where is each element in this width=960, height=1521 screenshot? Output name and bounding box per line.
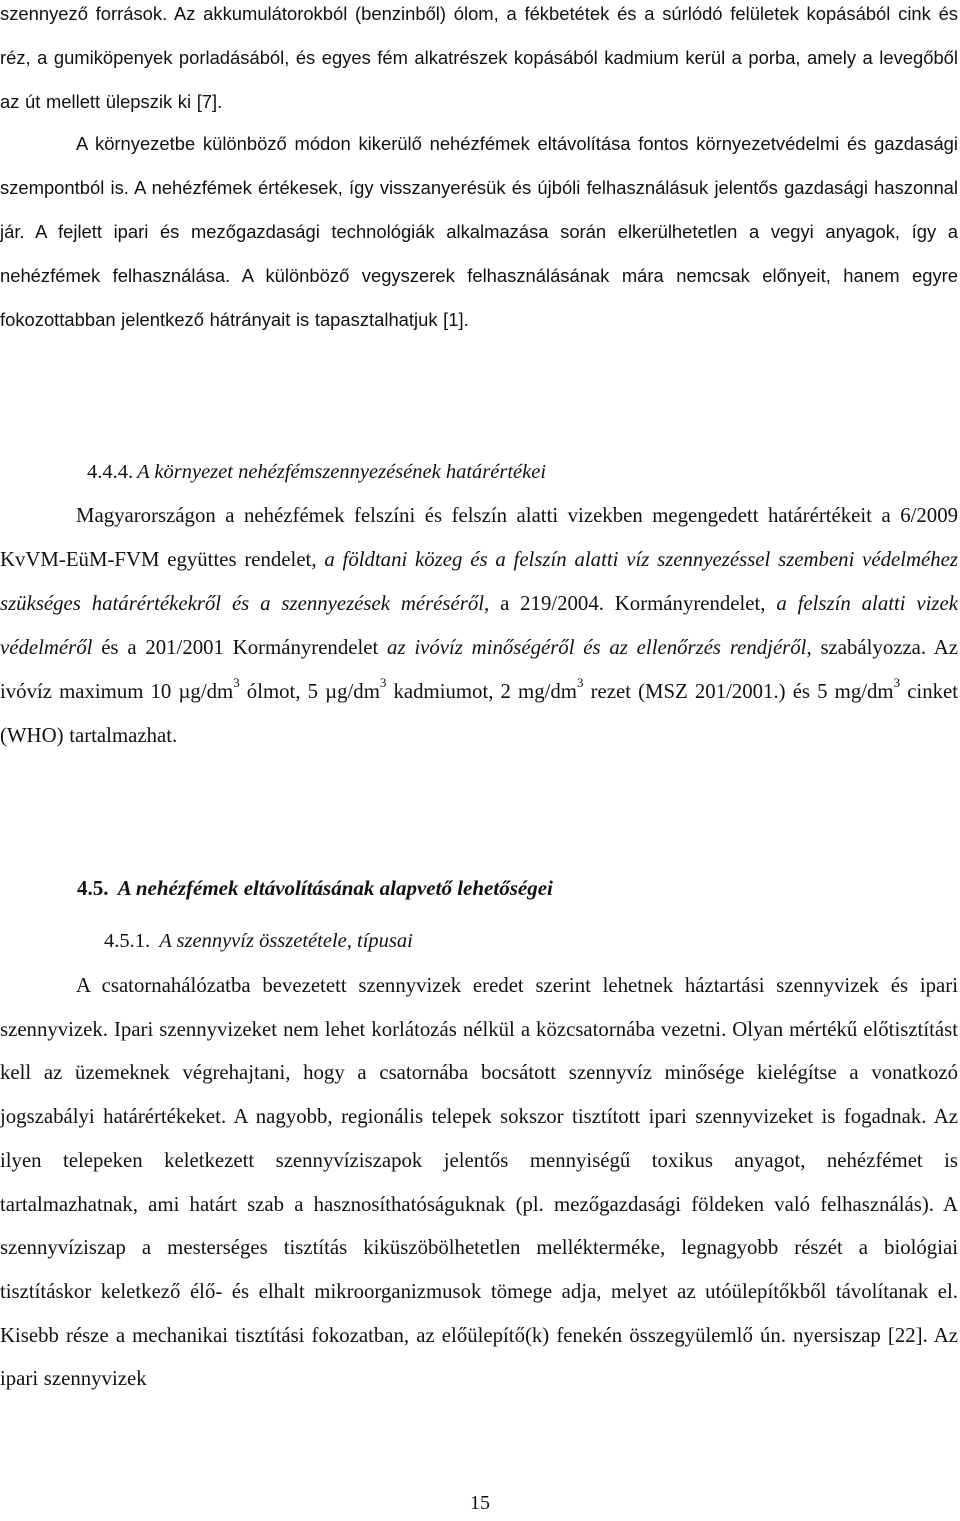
limits-text-2: , a 219/2004. Kormányrendelet, [484,592,777,615]
sentence-recovery-value: A nehézfémek értékesek, így visszanyerésük és újbóli felhasználásuk jelentős gazdasági haszonnal jár. [0,177,958,242]
regulation-title-soil-protection: a földtani közeg és a felszín alatti víz szennyezéssel szembeni védelméhez szükséges határértékekről és a szennyezések méréséről [0,548,958,615]
superscript-3: 3 [379,675,387,691]
superscript-3: 3 [893,675,901,691]
section-heading-4-4-4 [87,461,546,484]
page-number: 15 [470,1492,490,1514]
section-number: 4.4.4. [87,461,134,483]
section-heading-4-5 [77,876,553,901]
limits-text-3: és a 201/2001 Kormányrendelet [92,636,388,659]
superscript-3: 3 [576,675,584,691]
paragraph-wastewater-text: A csatornahálózatba bevezetett szennyvizek eredet szerint lehetnek háztartási szennyvizek és ipari szennyvizek. Ipari szennyvizeket nem lehet korlátozás nélkül a közcsatornába vezetni. Olyan mértékű előtisztítást kell az üzemeknek végrehajtani, hogy a csatornába bocsátott szennyvíz minősége kielégítse a vonatkozó jogszabályi határértékeket. A nagyobb, regionális telepek sokszor tisztított ipari szennyvizeket is fogadnak. Az ilyen telepeken keletkezett szennyvíziszapok jelentős mennyiségű toxikus anyagot, nehézfémet is tartalmazhatnak, ami határt szab a hasznosíthatóságuknak (pl. mezőgazdasági földeken való felhasználás). A szennyvíziszap a mesterséges tisztítás kiküszöbölhetetlen mellékterméke, legnagyobb részét a biológiai tisztításkor keletkező élő- és elhalt mikroorganizmusok tömege adja, melyet az utóülepítőkből távolítanak el. Kisebb része a mechanikai tisztítási fokozatban, az előülepítő(k) fenekén összegyülemlő ún. nyersiszap [22]. Az ipari szennyvizek [0,974,958,1391]
limits-text-5: ólmot, 5 µg/dm [239,680,380,703]
regulation-title-groundwater: a felszín alatti vizek védelméről [0,592,958,659]
paragraph-intro-text: szennyező források. Az akkumulátorokból (benzinből) ólom, a fékbetétek és a súrlódó felületek kopásából cink és réz, a gumiköpenyek porladásából, és egyes fém alkatrészek kopásából kadmium kerül a porba, amely a levegőből az út mellett ülepszik ki [7]. [0,3,958,112]
sentence-industrial-use: A fejlett ipari és mezőgazdasági technológiák alkalmazása során elkerülhetetlen a vegyi anyagok, így a nehézfémek felhasználása. [0,221,958,286]
paragraph-intro [0,0,958,124]
paragraph-heavy-metal-removal [0,122,958,342]
section-title: A környezet nehézfémszennyezésének határértékei [137,461,547,483]
limits-text-8: cinket (WHO) tartalmazhat. [0,680,959,747]
section-number: 4.5. [77,876,109,900]
limits-text-6: kadmiumot, 2 mg/dm [386,680,577,703]
limits-text-1: Magyarországon a nehézfémek felszíni és felszín alatti vizekben megengedett határértékeit a 6/2009 KvVM-EüM-FVM együttes rendelet, [0,504,958,571]
section-number: 4.5.1. [104,930,151,952]
section-title: A szennyvíz összetétele, típusai [159,930,413,952]
section-heading-4-5-1 [104,930,413,953]
superscript-3: 3 [233,675,240,691]
limits-text-7: rezet (MSZ 201/2001.) és 5 mg/dm [583,680,894,703]
paragraph-limit-values [0,494,958,758]
sentence-removal-importance: A környezetbe különböző módon kikerülő nehézfémek eltávolítása fontos környezetvédelmi és gazdasági szempontból is. [0,133,958,198]
limits-text-4: , szabályozza. Az ivóvíz maximum 10 µg/dm [0,636,959,703]
regulation-title-drinking-water: az ivóvíz minőségéről és az ellenőrzés rendjéről [387,636,807,659]
section-title: A nehézfémek eltávolításának alapvető lehetőségei [117,876,553,900]
sentence-disadvantages: A különböző vegyszerek felhasználásának mára nemcsak előnyeit, hanem egyre fokozottabban jelentkező hátrányait is tapasztalhatjuk [1]. [0,265,958,330]
paragraph-wastewater-composition [0,964,958,1401]
